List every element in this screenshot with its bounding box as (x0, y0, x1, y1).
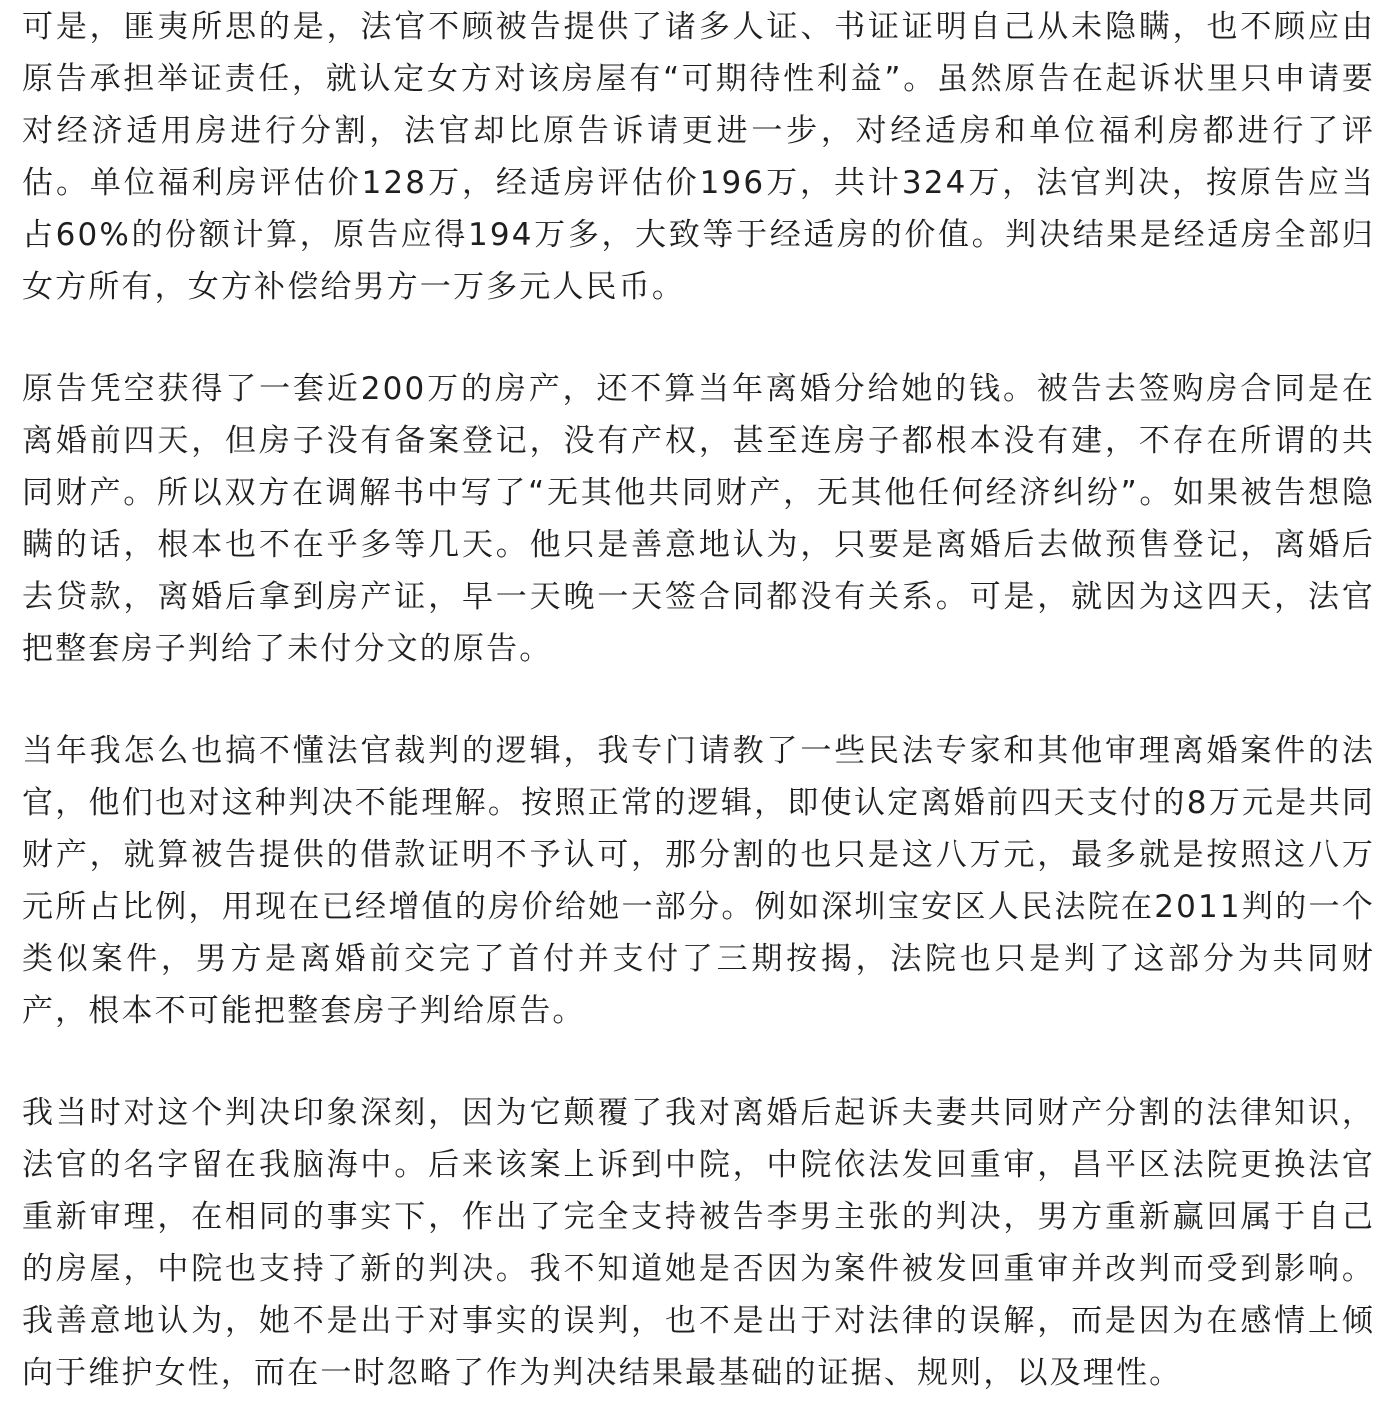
paragraph-2: 原告凭空获得了一套近200万的房产，还不算当年离婚分给她的钱。被告去签购房合同是在离婚前四天，但房子没有备案登记，没有产权，甚至连房子都根本没有建，不存在所谓的共同财产。所以双方在调解书中写了“无其他共同财产，无其他任何经济纠纷”。如果被告想隐瞒的话，根本也不在乎多等几天。他只是善意地认为，只要是离婚后去做预售登记，离婚后去贷款，离婚后拿到房产证，早一天晚一天签合同都没有关系。可是，就因为这四天，法官把整套房子判给了未付分文的原告。 (22, 371, 1375, 667)
paragraph-4: 我当时对这个判决印象深刻，因为它颠覆了我对离婚后起诉夫妻共同财产分割的法律知识，法官的名字留在我脑海中。后来该案上诉到中院，中院依法发回重审，昌平区法院更换法官重新审理，在相同的事实下，作出了完全支持被告李男主张的判决，男方重新赢回属于自己的房屋，中院也支持了新的判决。我不知道她是否因为案件被发回重审并改判而受到影响。我善意地认为，她不是出于对事实的误判，也不是出于对法律的误解，而是因为在感情上倾向于维护女性，而在一时忽略了作为判决结果最基础的证据、规则，以及理性。 (22, 1095, 1375, 1391)
paragraph-3: 当年我怎么也搞不懂法官裁判的逻辑，我专门请教了一些民法专家和其他审理离婚案件的法官，他们也对这种判决不能理解。按照正常的逻辑，即使认定离婚前四天支付的8万元是共同财产，就算被告提供的借款证明不予认可，那分割的也只是这八万元，最多就是按照这八万元所占比例，用现在已经增值的房价给她一部分。例如深圳宝安区人民法院在2011判的一个类似案件，男方是离婚前交完了首付并支付了三期按揭，法院也只是判了这部分为共同财产，根本不可能把整套房子判给原告。 (22, 733, 1375, 1029)
paragraph-1: 可是，匪夷所思的是，法官不顾被告提供了诸多人证、书证证明自己从未隐瞒，也不顾应由原告承担举证责任，就认定女方对该房屋有“可期待性利益”。虽然原告在起诉状里只申请要对经济适用房进行分割，法官却比原告诉请更进一步，对经适房和单位福利房都进行了评估。单位福利房评估价128万，经适房评估价196万，共计324万，法官判决，按原告应当占60%的份额计算，原告应得194万多，大致等于经适房的价值。判决结果是经适房全部归女方所有，女方补偿给男方一万多元人民币。 (22, 9, 1376, 305)
